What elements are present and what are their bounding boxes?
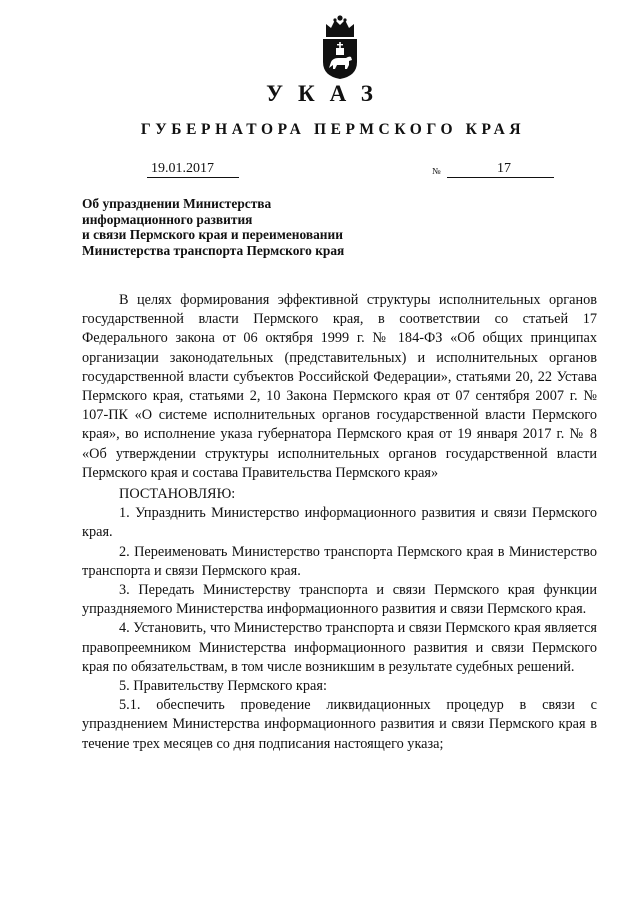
heading-line: Министерства транспорта Пермского края (82, 242, 345, 258)
decree-item-1: 1. Упразднить Министерство информационного развития и связи Пермского края. (82, 505, 597, 541)
decree-word: ПОСТАНОВЛЯЮ: (119, 486, 236, 503)
document-title: УКАЗ (266, 81, 388, 106)
decree-item-5: 5. Правительству Пермского края: (119, 678, 327, 695)
decree-item-4: 4. Установить, что Министерство транспорта и связи Пермского края является правопреемником Министерства информационного развития и связи Пермского края по обязательствам, в том числе возникшим в результате судебных решений. (82, 620, 597, 675)
decree-date: 19.01.2017 (147, 160, 239, 178)
heading-line: Об упразднении Министерства (82, 196, 272, 211)
preamble-paragraph: В целях формирования эффективной структуры исполнительных органов государственной власти Пермского края, в соответствии со статьей 17 Федерального закона от 06 октября 1999 г. № 184-ФЗ «Об общих принципах организации законодательных (представительных) и исполнительных органов государственной власти субъектов Российской Федерации», статьями 20, 22 Устава Пермского края, статьями 2, 10 Закона Пермского края от 07 сентября 2007 г. № 107-ПК «О системе исполнительных органов государственной власти Пермского края», во исполнение указа губернатора Пермского края от 19 января 2017 г. № 8 «Об утверждении структуры исполнительных органов государственной власти Пермского края и состава Правительства Пермского края» (82, 292, 597, 481)
document-subtitle: ГУБЕРНАТОРА ПЕРМСКОГО КРАЯ (140, 121, 526, 138)
decree-body (82, 291, 597, 754)
decree-item-2: 2. Переименовать Министерство транспорта Пермского края в Министерство транспорта и связи Пермского края. (82, 543, 597, 579)
decree-heading (82, 196, 502, 258)
perm-krai-coat-of-arms-icon (319, 12, 361, 80)
decree-number: 17 (447, 160, 554, 178)
heading-line: информационного развития (82, 211, 253, 227)
number-sign: № (432, 166, 441, 176)
decree-item-5-1: 5.1. обеспечить проведение ликвидационных процедур в связи с упразднением Министерства информационного развития и связи Пермского края в течение трех месяцев со дня подписания настоящего указа; (82, 697, 597, 752)
decree-item-3: 3. Передать Министерству транспорта и связи Пермского края функции упраздняемого Министерства информационного развития и связи Пермского края. (82, 582, 597, 618)
heading-line: и связи Пермского края и переименовании (82, 227, 343, 242)
